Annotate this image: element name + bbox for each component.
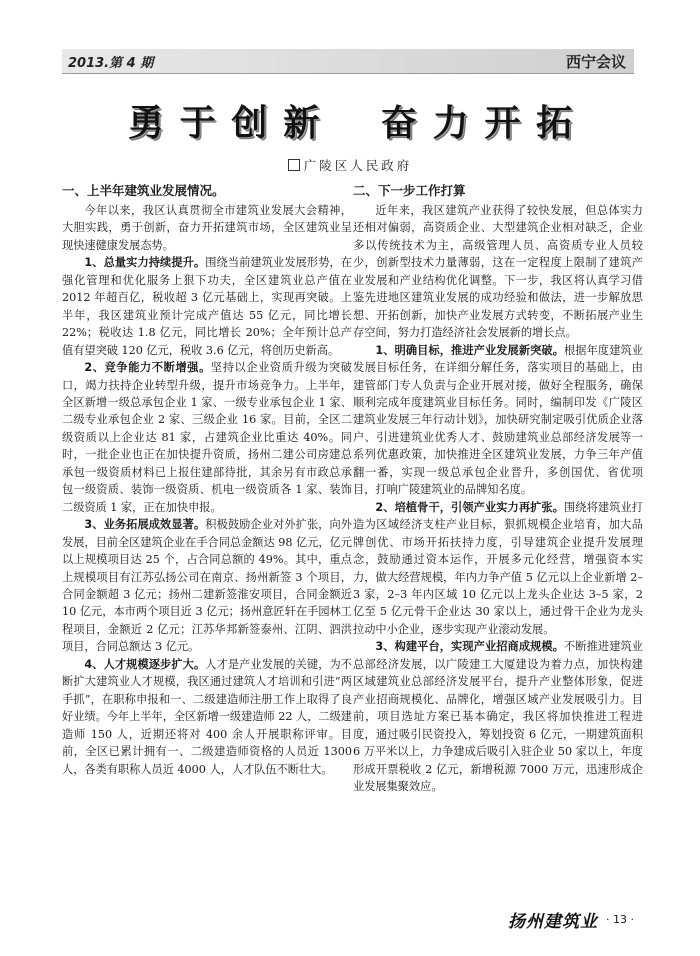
item-text: 坚持以企业资质升级为突破口，竭力扶持企业转型升级，提升市场竞争力。上半年，全区新增一级总承包企业 1 家、一级专业承包企业 1 家、二级专业承包企业 2 家、三级企业 16 家。目前，全区二级资质以上企业达 81 家，占建筑企业比重达 40%。同时，一批企业也正在加快提升资质，扬州二建公司房建总承包一级资质材料已上报住建部待批，其余另有市政总承包一级资质、装饰一级资质、机电一级资质各 1 家、装饰二级资质 1 家，正在加快申报。: [62, 361, 352, 514]
right-column: [353, 182, 643, 795]
item-text: 围绕当前建筑业发展形势，在强化管理和优化服务上狠下功夫，全区建筑业总产值在 2012 年超百亿，税收超 3 亿元基础上，实现再突破。上半年，我区建筑业预计完成产值达 55 亿元，同比增长 22%；税收达 1.8 亿元，同比增长 20%；全年预计总产值有望突破 120 亿元，税收 3.6 亿元，将创历史新高。: [62, 256, 352, 357]
title-char: 于: [179, 103, 216, 144]
magazine-logo: 扬州建筑业: [508, 911, 599, 932]
title-char: 新: [283, 103, 320, 144]
item-text: 积极鼓励企业对外扩张，向外发展，目前全区建筑企业在手合同总金额达 98 亿元，亿元以上规模项目达 25 个，占合同总额的 49%。其中，重点上规模项目有江苏弘扬公司在南京、扬州新签 3 个项目，合同金额超 3 亿元；扬州二建新签淮安项目，合同金额近 10 亿元，本市两个项目近 3 亿元；扬州意匠轩在手园林工程项目，金额近 2 亿元；江苏华邦新签泰州、江阴、泗洪项目，合同总额达 3 亿元。: [62, 518, 352, 654]
item-lead: 1、明确目标，推进产业发展新突破。: [375, 343, 565, 357]
title-gap: [333, 104, 367, 144]
title-char: 力: [432, 103, 469, 144]
checkbox-square-icon: [288, 159, 300, 171]
page-number: · 13 ·: [606, 912, 634, 926]
item-text: 根据年度建筑业发展目标任务，在详细分解任务，落实项目的基础上，由建管部门专人负责与企业开展对接，做好全程服务，确保顺利完成年度建筑业目标任务。同时，编制印发《广陵区建筑业发展三年行动计划》，加快研究制定吸引优质企业落户、引进建筑业优秀人才、鼓励建筑业总部经济发展等一系列优惠政策，加快推进全区建筑业发展，力争三年产值翻一番，实现一级总承包企业晋升，多创国优、省优项目，打响广陵建筑业的品牌知名度。: [353, 343, 643, 497]
article-title: [120, 98, 580, 150]
paragraph-intro-2: 近年来，我区建筑产业获得了较快发展，但总体实力还相对偏弱，高资质企业、大型建筑企业相对缺乏，企业多以传统技术为主，高级管理人员、高资质专业人员较少，创新型技术力量薄弱，这在一定程度上限制了建筑产业发展和产业结构优化调整。下一步，我区将认真学习借鉴先进地区建筑业发展的成功经验和做法，进一步解放思想、开拓创新，加快产业发展方式转变，不断拓展产业生存空间，努力打造经济社会发展新的增长点。: [353, 204, 643, 340]
item-text: 不断推进建筑业总部经济发展，以广陵建工大厦建设为着力点，加快构建区域建筑业总部经济发展平台，提升产业整体形象，促进产业招商规模化、品牌化，增强区域产业发展吸引力。目前，项目选址方案已基本确定，我区将加快推进工程进度，通过吸引民资投入，筹划投资 6 亿元，一期建筑面积 6 万平米以上，力争建成后吸引入驻企业 50 家以上，年度形成开票税收 2 亿元，新增税源 7000 万元，迅速形成企业发展集聚效应。: [353, 640, 643, 793]
title-char: 创: [231, 103, 268, 144]
paragraph-item: [353, 342, 643, 499]
running-header: [62, 49, 634, 74]
item-text: 围绕将建筑业打造为区域经济支柱产业目标，狠抓规模企业培育，加大品牌创优、市场开拓扶持力度，引导建筑企业提升发展理念，鼓励通过资本运作，开展多元化经营，增强资本实力，做大经营规模，年内力争产值 5 亿元以上企业新增 2–3 家，2–3 年内区域 10 亿元以上龙头企业达 3–5 家，2 亿至 5 亿元骨干企业达 30 家以上，通过骨干企业为龙头拉动中小企业，逐步实现产业滚动发展。: [353, 500, 643, 636]
left-column: [62, 182, 352, 778]
item-lead: 3、构建平台，实现产业招商成规模。: [375, 640, 565, 654]
paragraph-item: [353, 638, 643, 795]
page-footer: [484, 906, 634, 932]
item-lead: 3、业务拓展成效显著。: [84, 518, 206, 532]
section-heading-1: 一、上半年建筑业发展情况。: [62, 183, 225, 198]
paragraph-item: [353, 499, 643, 639]
paragraph-item: [62, 516, 352, 656]
title-char: 奋: [380, 103, 417, 144]
section-heading-2: 二、下一步工作打算: [353, 183, 466, 198]
title-char: 拓: [536, 103, 573, 144]
item-lead: 2、竞争能力不断增强。: [84, 361, 211, 375]
author-name: 广陵区人民政府: [303, 158, 413, 173]
title-char: 勇: [127, 103, 164, 144]
title-char: 开: [484, 103, 521, 144]
item-lead: 2、培植骨干，引领产业实力再扩张。: [375, 500, 565, 514]
item-lead: 4、人才规模逐步扩大。: [84, 657, 206, 671]
issue-label: 2013.第 4 期: [68, 56, 154, 71]
author-line: [0, 156, 700, 174]
section-label: 西宁会议: [565, 53, 626, 71]
paragraph-item: [62, 656, 352, 778]
item-text: 人才是产业发展的关键，为不断扩大建筑业人才规模，我区通过建筑人才培训和引进“两手抓”，在职称申报和一、二级建造师注册工作上取得了良好业绩。今年上半年，全区新增一级建造师 22 人，二级建造师 150 人，近期还将对 400 余人开展职称评审。目前，全区已累计拥有一、二级建造师资格的人员近 1300 人，各类有职称人员近 4000 人，人才队伍不断壮大。: [62, 657, 352, 776]
paragraph-item: [62, 359, 352, 516]
paragraph-item: [62, 254, 352, 359]
paragraph-intro-1: 今年以来，我区认真贯彻全市建筑业发展大会精神，大胆实践，勇于创新，奋力开拓建筑市场，全区建筑业呈现快速健康发展态势。: [62, 204, 352, 252]
item-lead: 1、总量实力持续提升。: [84, 256, 206, 270]
